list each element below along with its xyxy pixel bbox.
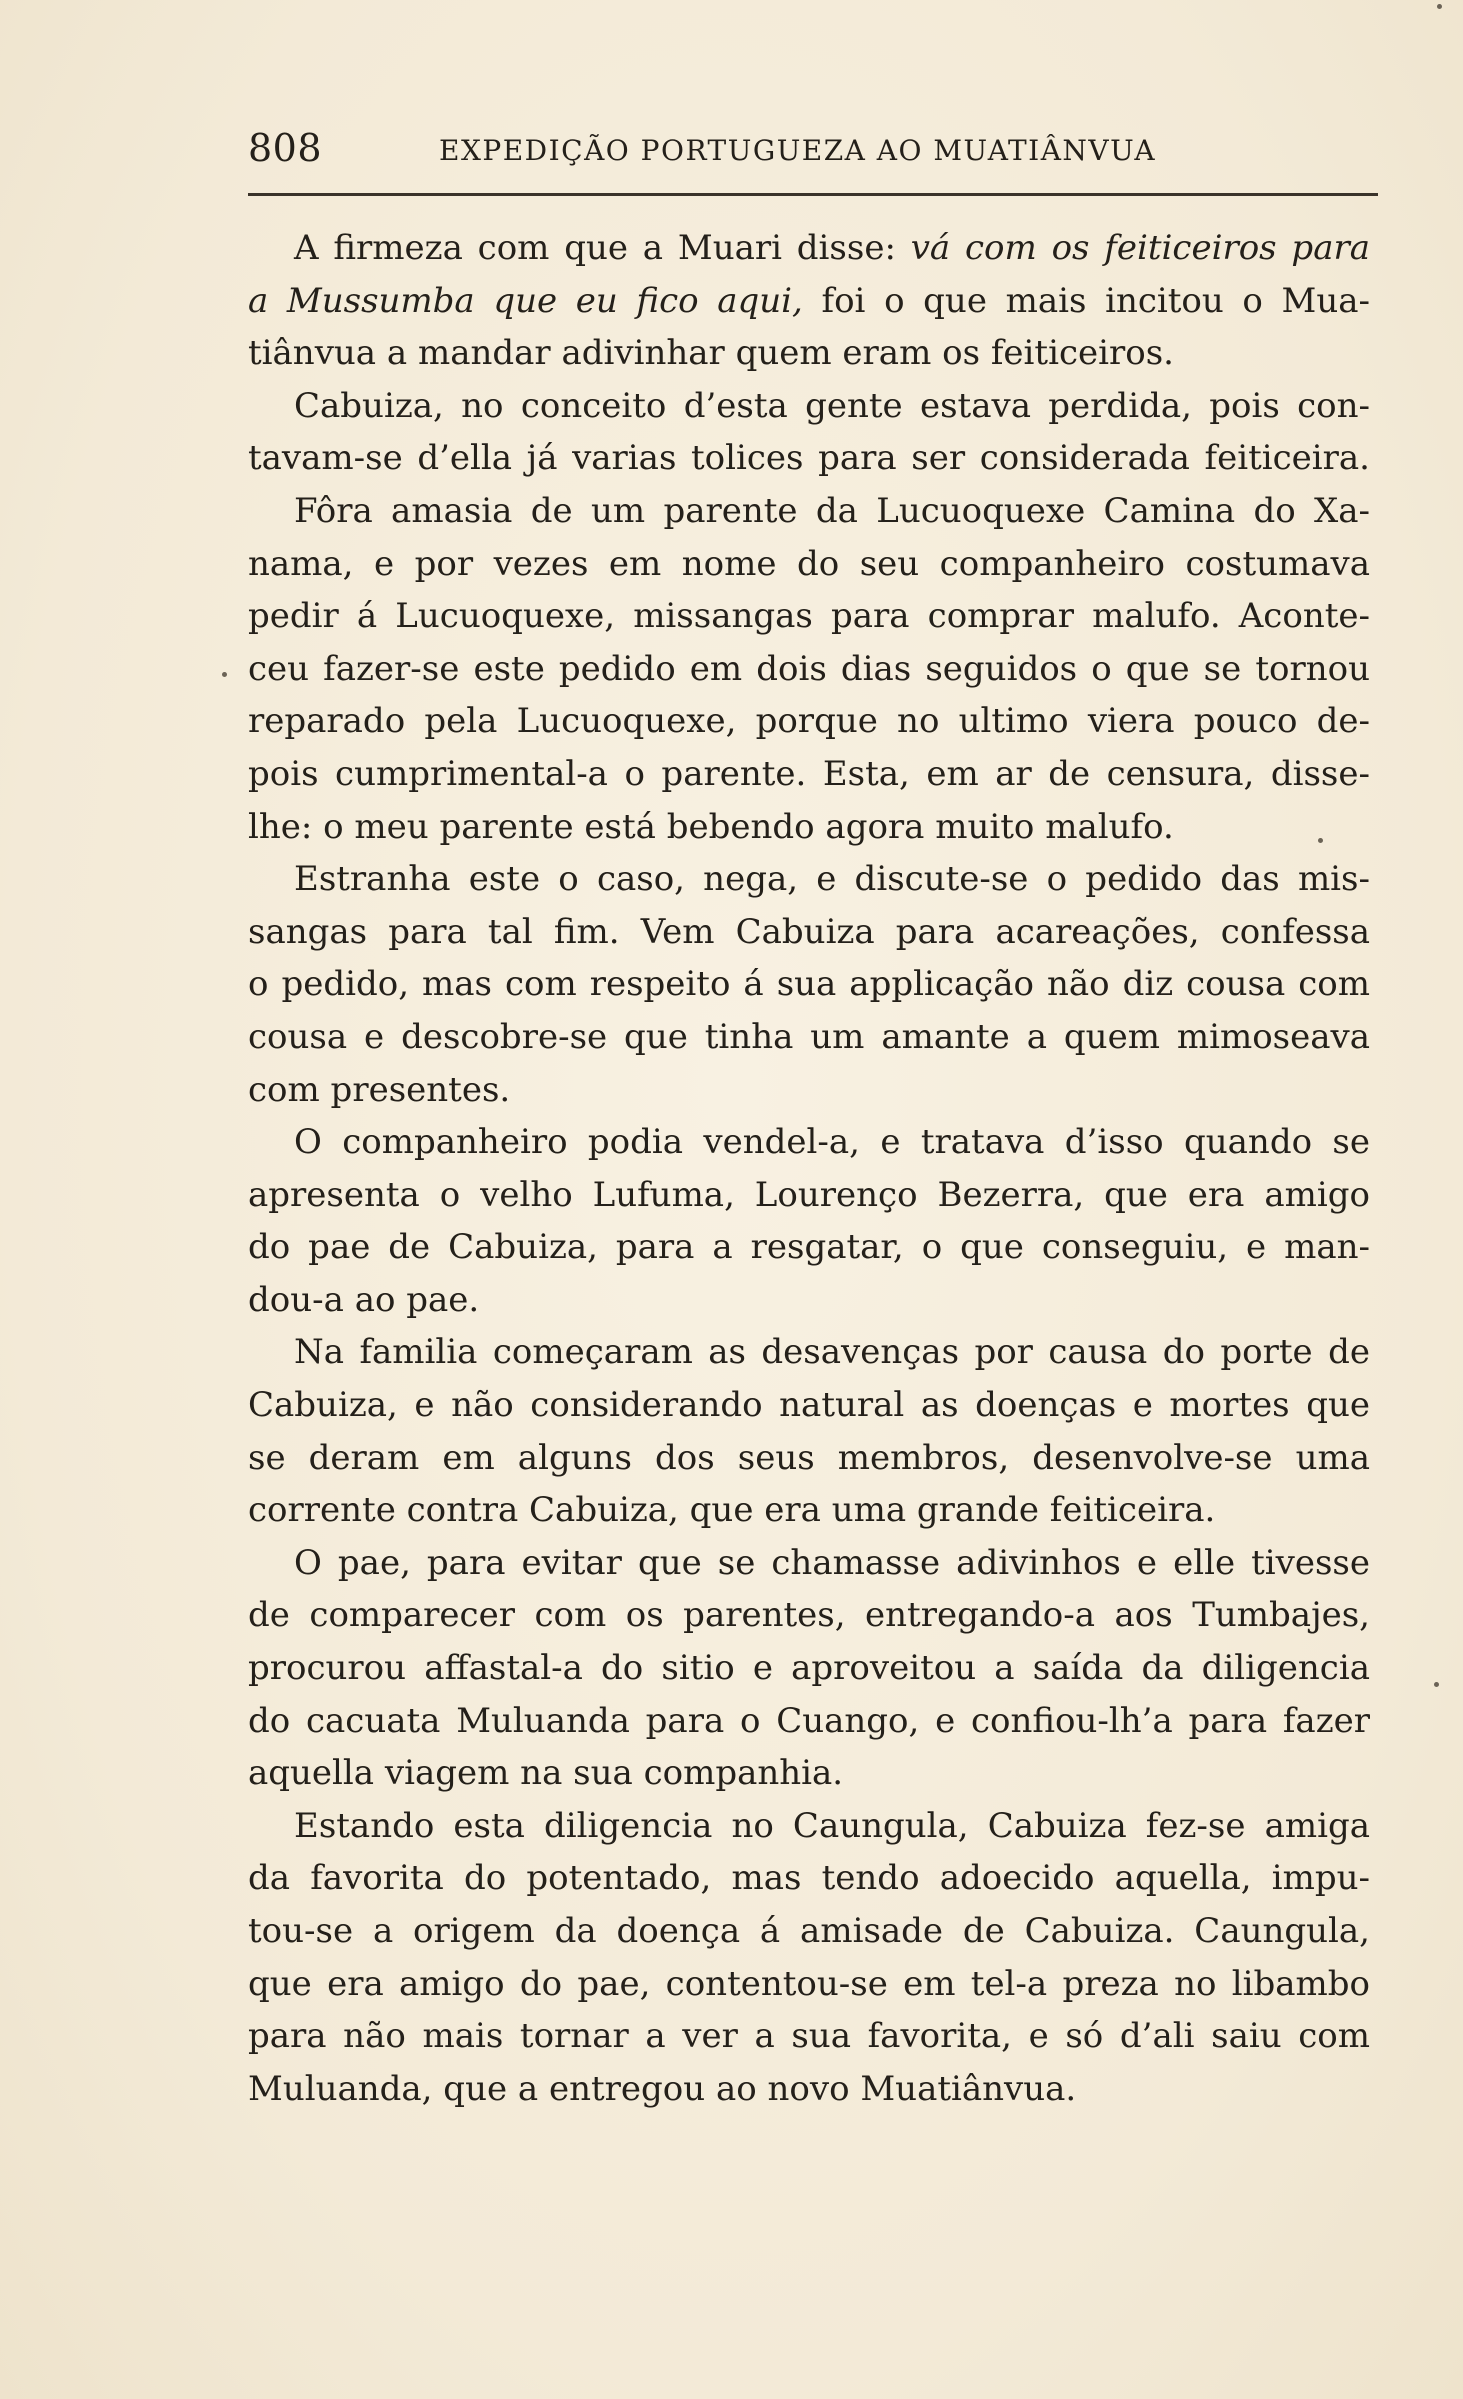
text-line: O companheiro podia vendel-a, e tratava d’isso quando se [294, 1122, 1370, 1163]
text-line: do pae de Cabuiza, para a resgatar, o que conseguiu, e man- [248, 1227, 1370, 1268]
text-line: a Mussumba que eu fico aqui, foi o que mais incitou o Mua- [248, 280, 1370, 321]
header-rule [248, 193, 1378, 196]
running-header [248, 122, 1378, 174]
text-line: Estranha este o caso, nega, e discute-se o pedido das mis- [294, 859, 1370, 900]
text-line: que era amigo do pae, contentou-se em tel-a preza no libambo [248, 1963, 1370, 2004]
text-line: dou-a ao pae. [248, 1279, 480, 1320]
body-text [248, 222, 1370, 2115]
text-line: se deram em alguns dos seus membros, desenvolve-se uma [248, 1437, 1370, 1478]
text-line: reparado pela Lucuoquexe, porque no ultimo viera pouco de- [248, 701, 1370, 742]
text-line: A firmeza com que a Muari disse: vá com os feiticeiros para [294, 228, 1370, 268]
page-number: 808 [248, 126, 323, 170]
text-line: pois cumprimental-a o parente. Esta, em ar de censura, disse- [248, 753, 1370, 794]
text-line: O pae, para evitar que se chamasse adivinhos e elle tivesse [294, 1542, 1370, 1583]
text-line: corrente contra Cabuiza, que era uma grande feiticeira. [248, 1490, 1216, 1531]
paper-speck [1437, 4, 1442, 9]
paper-speck [1434, 1682, 1439, 1687]
text-line: para não mais tornar a ver a sua favorita, e só d’ali saiu com [248, 2016, 1370, 2057]
text-line: procurou affastal-a do sitio e aproveitou a saída da diligencia [248, 1648, 1370, 1689]
text-line: o pedido, mas com respeito á sua applicação não diz cousa com [248, 964, 1370, 1005]
text-line: do cacuata Muluanda para o Cuango, e confiou-lh’a para fazer [248, 1700, 1370, 1741]
text-line: cousa e descobre-se que tinha um amante a quem mimoseava [248, 1016, 1370, 1057]
text-line: pedir á Lucuoquexe, missangas para comprar malufo. Aconte- [248, 596, 1370, 637]
text-line: de comparecer com os parentes, entregando-a aos Tumbajes, [248, 1595, 1370, 1636]
text-line: ceu fazer-se este pedido em dois dias seguidos o que se tornou [248, 648, 1370, 689]
text-line: Fôra amasia de um parente da Lucuoquexe Camina do Xa- [294, 490, 1370, 531]
text-line: sangas para tal fim. Vem Cabuiza para acareações, confessa [248, 911, 1370, 952]
text-line: tavam-se d’ella já varias tolices para ser considerada feiticeira. [248, 438, 1370, 479]
text-line: Estando esta diligencia no Caungula, Cabuiza fez-se amiga [294, 1805, 1370, 1846]
text-line: aquella viagem na sua companhia. [248, 1753, 844, 1794]
text-line: Cabuiza, no conceito d’esta gente estava perdida, pois con- [294, 385, 1370, 426]
paper-speck [222, 672, 227, 677]
text-line: lhe: o meu parente está bebendo agora muito malufo. [248, 806, 1174, 847]
paper-speck [1318, 838, 1323, 843]
text-line: tiânvua a mandar adivinhar quem eram os feiticeiros. [248, 333, 1174, 374]
text-line: Muluanda, que a entregou ao novo Muatiânvua. [248, 2068, 1077, 2109]
text-line: nama, e por vezes em nome do seu companheiro costumava [248, 543, 1370, 584]
text-line: com presentes. [248, 1069, 511, 1110]
text-line: tou-se a origem da doença á amisade de Cabuiza. Caungula, [248, 1911, 1370, 1951]
text-line: Cabuiza, e não considerando natural as doenças e mortes que [248, 1385, 1370, 1426]
text-line: apresenta o velho Lufuma, Lourenço Bezerra, que era amigo [248, 1174, 1370, 1215]
text-line: Na familia começaram as desavenças por causa do porte de [294, 1332, 1370, 1373]
text-line: da favorita do potentado, mas tendo adoecido aquella, impu- [248, 1858, 1370, 1899]
running-title: EXPEDIÇÃO PORTUGUEZA AO MUATIÂNVUA [439, 134, 1157, 167]
